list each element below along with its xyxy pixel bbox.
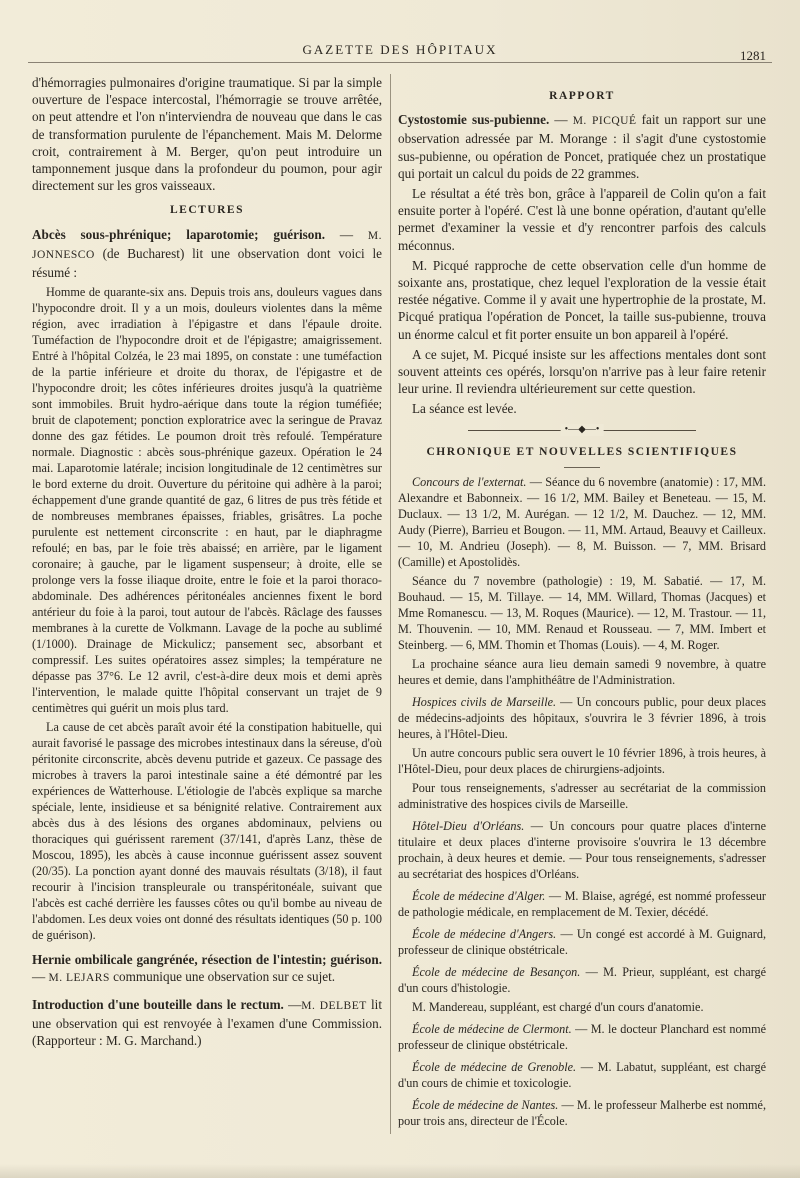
article-abces-p2: La cause de cet abcès paraît avoir été la constipation habituelle, qui aurait favorisé le passage des microbes intestinaux dans la séreuse, d'où péritonite circonscrite, abcès devenu putride et gazeux. Ce passage des microbes à travers la paroi intestinale saine a été démontré par les expériences de Watterhouse. L'étiologie de l'abcès explique sa marche spéciale, lente, insidieuse et sa bénignité relative. Contrairement aux abcès dus à des lésions des organes abdominaux, pelviens ou thoraciques qui guérissent rarement (37/141, d'après Lanz, thèse de Moscou, 1895), les abcès à cause inconnue guérissent assez souvent (20/35). La ponction ayant donné des mauvais résultats (3/18), il faut recourir à l'incision transpleurale ou transpéritonéale, suivant que l'abcès est caché derrière les fausses côtes ou qu'il bombe au niveau de l'abdomen. Les deux voies ont donné des résultats identiques (50 p. 100 de guérison). (32, 720, 382, 943)
article-cystostomie-p4: La séance est levée. (412, 401, 517, 417)
news-label: Hôtel-Dieu d'Orléans. (412, 818, 525, 833)
article-title: Introduction d'une bouteille dans le rectum. (32, 996, 284, 1012)
right-column (398, 74, 766, 1132)
news-concours-p1: Concours de l'externat. — Séance du 6 novembre (anatomie) : 17, MM. Alexandre et Babonneix. — 16 1/2, MM. Bailey et Beneteau. — 15, M. Duclaux. — 13 1/2, M. Aurégan. — 12 1/2, M. Dauchez. — 12, MM. Audy (Pierre), Barrieu et Bougon. — 11, MM. Artaud, Beauvy et Cailleux. — 10, M. Andrieu (Joseph). — 8, M. Buisson. — 7, MM. Brisard (Camille) et Apostolidès. (398, 474, 767, 569)
section-heading-chronique: CHRONIQUE ET NOUVELLES SCIENTIFIQUES (426, 445, 738, 458)
article-title: Abcès sous-phrénique; laparotomie; guérison. (32, 226, 326, 242)
column-divider (390, 74, 391, 1134)
news-angers: École de médecine d'Angers. — Un congé est accordé à M. Guignard, professeur de clinique obstétricale. (398, 926, 766, 957)
news-label: École de médecine de Clermont. (412, 1021, 572, 1036)
news-concours-p2: Séance du 7 novembre (pathologie) : 19, M. Sabatié. — 17, M. Bouhaud. — 15, M. Tillaye. — 14, MM. Willard, Thomas (Jacques) et Mme Romanescu. — 13, M. Roques (Maurice). — 12, M. Trastour. — 11, M. Thouvenin. — 10, MM. Renaud et Rousseau. — 7, MM. Imbert et Steinberg. — 6, MM. Thomin et Thomas (Louis). — 4, M. Roger. (398, 573, 766, 652)
intro-paragraph: d'hémorragies pulmonaires d'origine traumatique. Si par la simple ouverture de l'espace intercostal, l'hémorragie se trouve arrêtée, on peut attendre et l'on n'interviendra de nouveau que dans le cas de transformation purulente de l'épanchement. Mais M. Delorme croit, contrairement à M. Berger, qu'on peut introduire un tamponnement jusque dans la profondeur du poumon, pour agir directement sur les gros vaisseaux. (32, 75, 382, 194)
section-heading-rapport: RAPPORT (549, 90, 615, 102)
article-cystostomie-lead: Cystostomie sus-pubienne. — M. PICQUÉ fait un rapport sur une observation adressée par M. Morange : il s'agit d'une cystostomie sus-pubienne, ou opération de Poncet, pratiquée chez un prostatique qui portait un calcul du poids de 22 grammes. (398, 112, 767, 181)
article-author: M. PICQUÉ (572, 115, 637, 128)
article-title: Cystostomie sus-pubienne. (398, 112, 550, 128)
news-marseille-p1: Hospices civils de Marseille. — Un concours public, pour deux places de médecins-adjoints des hôpitaux, s'ouvrira le 3 février 1896, à trois heures, à l'Hôtel-Dieu. (398, 694, 766, 741)
page-header (28, 40, 772, 63)
article-author: M. LEJARS (48, 972, 110, 985)
news-label: Concours de l'externat. (412, 474, 527, 489)
article-abces-p1: Homme de quarante-six ans. Depuis trois ans, douleurs vagues dans l'hypocondre droit. Il y a un mois, douleurs violentes dans la même région, avec irradiation à l'épigastre et dans l'épaule droite. Tuméfaction de l'hypocondre droit et de l'épigastre; amaigrissement. Entré à l'hôpital Colzéa, le 23 mai 1895, on constate : une tuméfaction de la partie inférieure et droite du thorax, de l'épigastre et de l'hypocondre droit; les côtes inférieures droites jusqu'à la quatrième sont immobiles. Bruit hydro-aérique dans toute la région tuméfiée; bruit de clapotement; ponction exploratrice avec la seringue de Pravaz donne des gaz fétides. Le poumon droit très refoulé. Température normale. Diagnostic : abcès sous-phrénique gazeux. Opération le 24 mai. Laparotomie latérale; incision longitudinale de 12 centimètres sur le bord externe du droit. Ouverture du péritoine qui adhère à la paroi; échappement d'une grande quantité de gaz, 6 litres de pus très fétide et de nombreuses membranes épaisses, friables, grisâtres. La poche purulente est nettement circonscrite : en haut, par le diaphragme refoulé; en bas, par le foie très abaissé; en arrière, par le ligament coronaire; à gauche, par le ligament suspenseur; à droite, elle se prolonge vers la fosse iliaque droite, entre le foie et la paroi thoraco-abdominale. Des adhérences péritonéales anciennes fixent le bord antérieur du foie à la paroi, tout autour de l'abcès. Râclage des fausses membranes à la curette de Volkmann. Lavage de la poche au sublimé (1/1000). Drainage de Mickulicz; pansement sec, absorbant et compressif. Les suites opératoires assez simples; la température ne dépasse pas 37°6. Le 12 avril, c'est-à-dire deux mois et demi après l'intervention, le malade quitte l'hôpital conservant un trajet de 9 centimètres qui guérit un mois plus tard. (32, 285, 382, 716)
news-alger: École de médecine d'Alger. — M. Blaise, agrégé, est nommé professeur de pathologie médicale, en remplacement de M. Texier, décédé. (398, 888, 766, 919)
news-label: École de médecine d'Angers. (412, 926, 557, 941)
journal-title: GAZETTE DES HÔPITAUX (302, 42, 498, 57)
news-nantes: École de médecine de Nantes. — M. le professeur Malherbe est nommé, pour trois ans, directeur de l'École. (398, 1097, 766, 1128)
news-label: École de médecine de Nantes. (412, 1097, 559, 1112)
news-besancon-p2: M. Mandereau, suppléant, est chargé d'un cours d'anatomie. (412, 999, 704, 1014)
ornament-divider: •—◆—• (398, 424, 766, 436)
article-cystostomie-p2: M. Picqué rapproche de cette observation celle d'un homme de soixante ans, prostatique, chez lequel l'exploration de la vessie était restée négative. Comme il y avait une hypertrophie de la prostate, M. Picqué pratiqua l'opération de Poncet, la taille sus-pubienne, trouva un énorme calcul et fit porter ensuite un bon appareil à l'opéré. (398, 257, 766, 342)
news-label: École de médecine d'Alger. (412, 888, 546, 903)
news-marseille-p2: Un autre concours public sera ouvert le 10 février 1896, à trois heures, à l'Hôtel-Dieu, pour deux places de chirurgiens-adjoints. (398, 745, 766, 776)
news-grenoble: École de médecine de Grenoble. — M. Labatut, suppléant, est chargé d'un cours de chimie et toxicologie. (398, 1059, 766, 1090)
article-cystostomie-p3: A ce sujet, M. Picqué insiste sur les affections mentales dont sont souvent atteints ces opérés, lorsqu'on n'arrive pas à leur faire retenir leur urine. Il reviendra ultérieurement sur cette question. (398, 346, 766, 397)
short-divider (564, 467, 600, 468)
section-heading-lectures: LECTURES (170, 204, 244, 217)
article-bouteille: Introduction d'une bouteille dans le rectum. —M. DELBET lit une observation qui est renvoyée à l'examen d'une Commission. (Rapporteur : M. G. Marchand.) (32, 996, 383, 1049)
news-label: École de médecine de Besançon. (412, 964, 581, 979)
news-clermont: École de médecine de Clermont. — M. le docteur Planchard est nommé professeur de clinique obstétricale. (398, 1021, 766, 1052)
left-column (32, 74, 382, 1052)
page-number: 1281 (740, 48, 766, 63)
news-orleans: Hôtel-Dieu d'Orléans. — Un concours pour quatre places d'interne titulaire et deux places d'interne provisoire s'ouvrira le 13 décembre prochain, à deux heures et demie. — Pour tous renseignements, s'adresser au secrétariat des hospices d'Orléans. (398, 818, 766, 881)
article-cystostomie-p1: Le résultat a été très bon, grâce à l'appareil de Colin qu'on a fait ensuite porter à l'opéré. C'est là une bonne opération, d'autant qu'elle permet d'examiner la vessie et d'y rencontrer parfois des calculs méconnus. (398, 186, 766, 253)
news-besancon-p1: École de médecine de Besançon. — M. Prieur, suppléant, est chargé d'un cours d'histologie. (398, 964, 766, 995)
page-bottom-shadow (0, 1164, 800, 1178)
article-abces-lead: Abcès sous-phrénique; laparotomie; guérison. — M. JONNESCO (de Bucharest) lit une observation dont voici le résumé : (32, 226, 383, 281)
news-label: Hospices civils de Marseille. (412, 694, 557, 709)
article-author: M. JONNESCO (32, 229, 383, 261)
article-hernie: Hernie ombilicale gangrénée, résection de l'intestin; guérison. — M. LEJARS communique une observation sur ce sujet. (32, 952, 382, 985)
article-author: M. DELBET (301, 999, 367, 1012)
article-title: Hernie ombilicale gangrénée, résection de l'intestin; guérison. (32, 952, 382, 968)
news-label: École de médecine de Grenoble. (412, 1059, 577, 1074)
news-concours-p3: La prochaine séance aura lieu demain samedi 9 novembre, à quatre heures et demie, dans l'amphithéâtre de l'Administration. (398, 656, 766, 687)
news-marseille-p3: Pour tous renseignements, s'adresser au secrétariat de la commission administrative des hospices civils de Marseille. (398, 780, 766, 811)
